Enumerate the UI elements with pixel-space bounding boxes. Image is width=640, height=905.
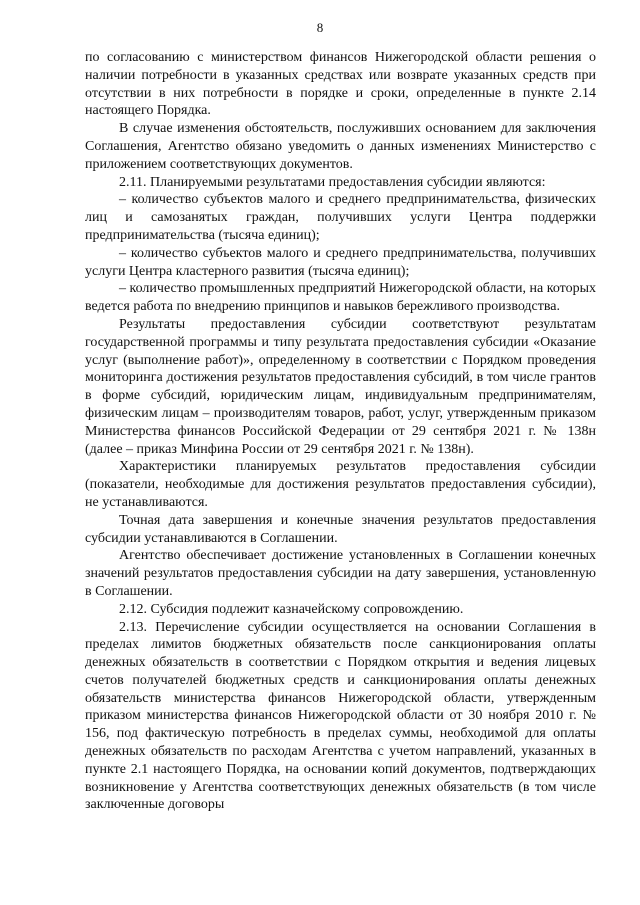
page-number: 8 [316,20,324,35]
list-item: – количество субъектов малого и среднего предпринимательства, физических лиц и самозанятых граждан, получивших услуги Центра поддержки предпринимательства (тысяча единиц); [85,192,596,243]
list-item: – количество промышленных предприятий Нижегородской области, на которых ведется работа по внедрению принципов и навыков бережливого производства. [85,281,596,315]
list-item: – количество субъектов малого и среднего предпринимательства, получивших услуги Центра кластерного развития (тысяча единиц); [85,245,596,279]
paragraph: Агентство обеспечивает достижение установленных в Соглашении конечных значений результатов предоставления субсидии на дату завершения, установленную в Соглашении. [85,548,596,599]
paragraph: 2.11. Планируемыми результатами предоставления субсидии являются: [119,174,546,190]
body-text [85,49,596,814]
paragraph: В случае изменения обстоятельств, послуживших основанием для заключения Соглашения, Агентство обязано уведомить о данных изменениях Министерство с приложением соответствующих документов. [85,121,596,172]
paragraph: 2.12. Субсидия подлежит казначейскому сопровождению. [119,601,464,617]
paragraph: 2.13. Перечисление субсидии осуществляется на основании Соглашения в пределах лимитов бюджетных обязательств после санкционирования оплаты денежных обязательств в соответствии с Порядком открытия и ведения лицевых счетов получателей бюджетных средств и санкционирования оплаты денежных обязательств министерства финансов Нижегородской области, утвержденным приказом министерства финансов Нижегородской области от 30 ноября 2010 г. № 156, под фактическую потребность в пределах суммы, необходимой для оплаты денежных обязательств по расходам Агентства с учетом направлений, указанных в пункте 2.1 настоящего Порядка, на основании копий документов, подтверждающих возникновение у Агентства соответствующих денежных обязательств (в том числе заключенные договоры [85,619,596,813]
paragraph: по согласованию с министерством финансов Нижегородской области решения о наличии потребности в указанных средствах или возврате указанных средств при отсутствии в них потребности в порядке и сроки, определенные в пункте 2.14 настоящего Порядка. [85,50,596,119]
paragraph: Результаты предоставления субсидии соответствуют результатам государственной программы и типу результата предоставления субсидии «Оказание услуг (выполнение работ)», определенному в соответствии с Порядком проведения мониторинга достижения результатов предоставления субсидий, в том числе грантов в форме субсидий, юридическим лицам, индивидуальным предпринимателям, физическим лицам – производителям товаров, работ, услуг, утвержденным приказом Министерства финансов Российской Федерации от 29 сентября 2021 г. № 138н (далее – приказ Минфина России от 29 сентября 2021 г. № 138н). [85,316,596,457]
paragraph: Характеристики планируемых результатов предоставления субсидии (показатели, необходимые для достижения результатов предоставления субсидии), не устанавливаются. [85,459,596,510]
paragraph: Точная дата завершения и конечные значения результатов предоставления субсидии устанавливаются в Соглашении. [85,512,596,546]
